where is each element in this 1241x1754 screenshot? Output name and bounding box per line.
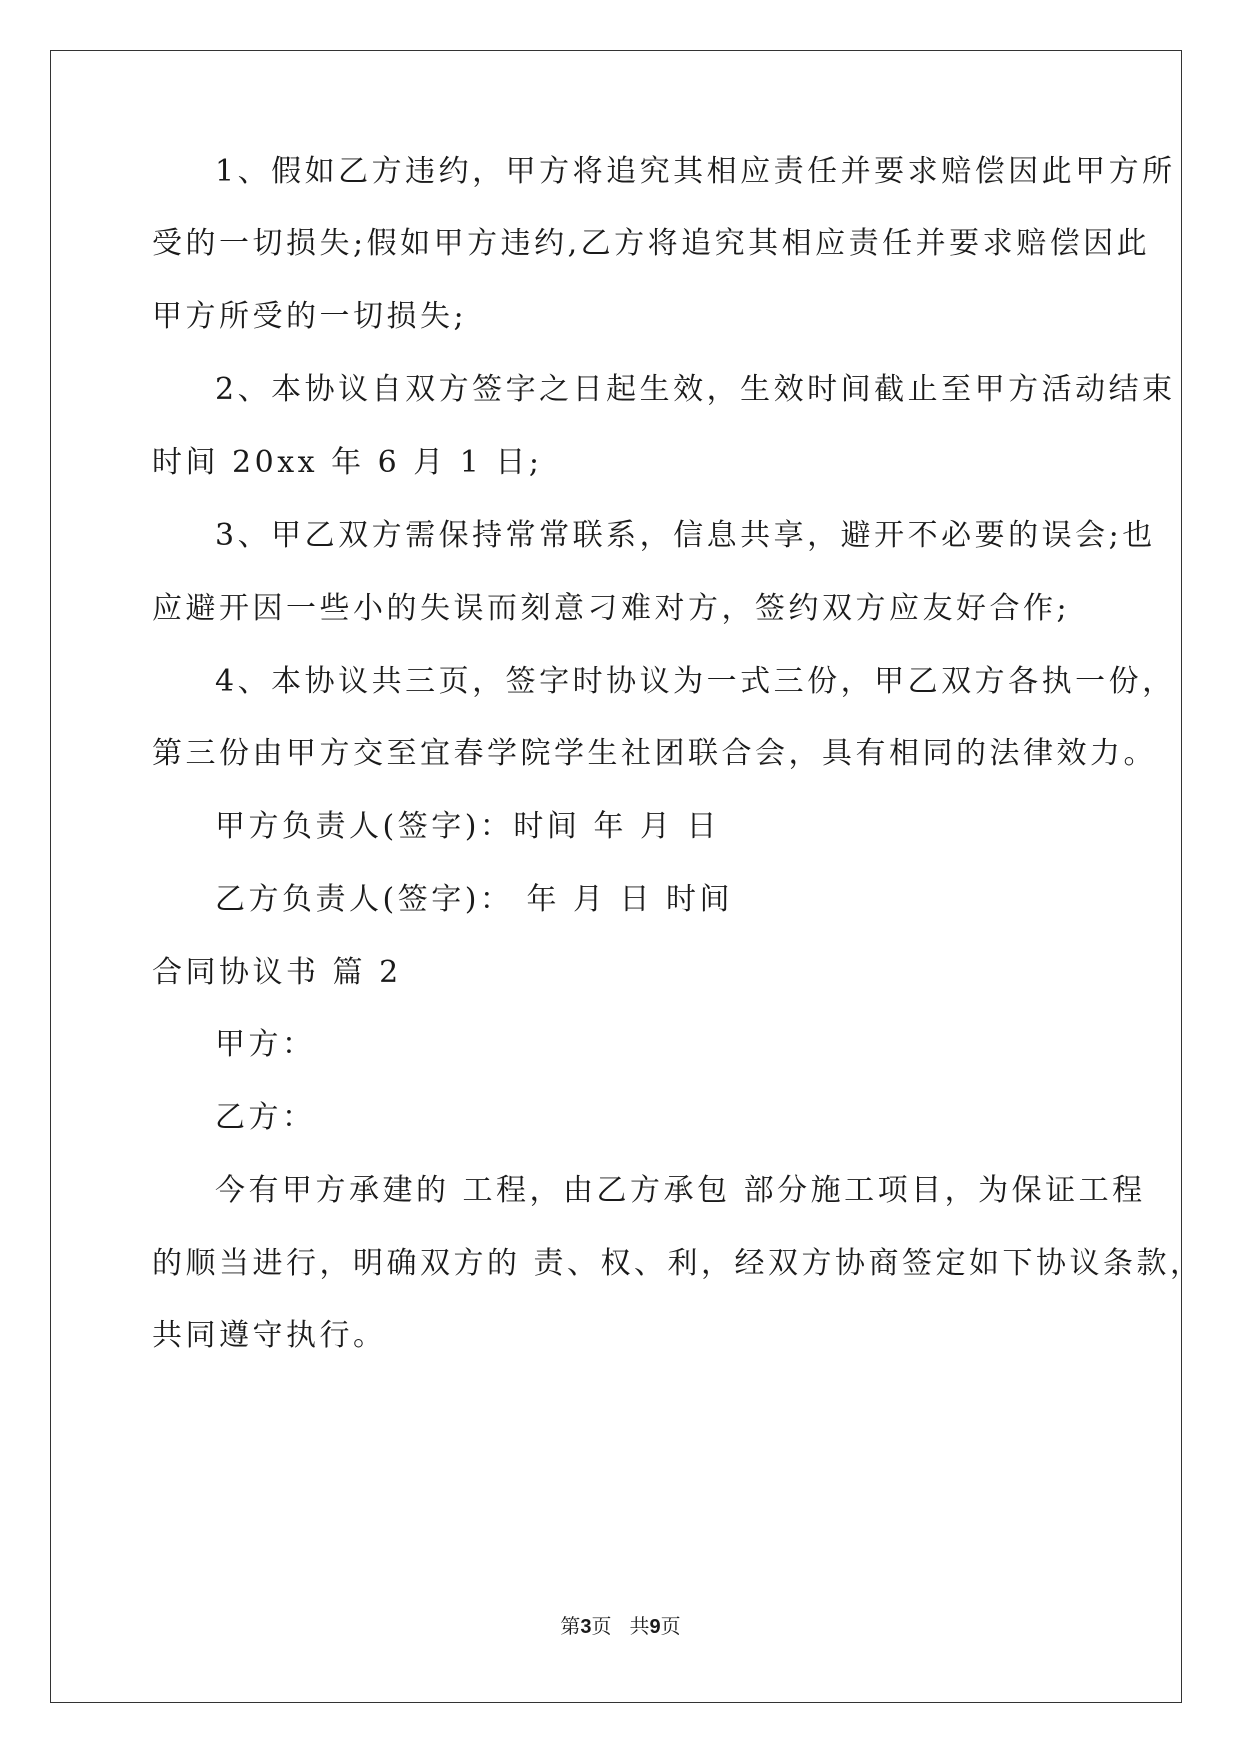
total-pages-number: 9	[649, 1616, 661, 1638]
paragraph-line: 2、本协议自双方签字之日起生效，生效时间截止至甲方活动结束	[215, 372, 1176, 407]
paragraph-line: 甲方所受的一切损失;	[152, 299, 468, 334]
page-footer	[0, 1614, 1241, 1639]
paragraph-line: 的顺当进行，明确双方的 责、权、利，经双方协商签定如下协议条款，	[152, 1246, 1204, 1281]
footer-page-unit: 页	[591, 1614, 612, 1638]
paragraph-line: 应避开因一些小的失误而刻意刁难对方，签约双方应友好合作;	[152, 591, 1071, 626]
current-page-number: 3	[580, 1616, 592, 1638]
section-heading: 合同协议书 篇 2	[152, 955, 402, 990]
paragraph-line: 1、假如乙方违约，甲方将追究其相应责任并要求赔偿因此甲方所	[215, 154, 1176, 189]
footer-total-unit: 页	[660, 1614, 681, 1638]
paragraph-line: 第三份由甲方交至宜春学院学生社团联合会，具有相同的法律效力。	[152, 736, 1157, 771]
footer-prefix: 第	[560, 1614, 581, 1638]
party-a-label: 甲方：	[215, 1027, 316, 1062]
paragraph-line: 4、本协议共三页，签字时协议为一式三份，甲乙双方各执一份，	[215, 664, 1176, 699]
signature-line-party-b: 乙方负责人(签字)： 年 月 日 时间	[215, 882, 734, 917]
signature-line-party-a: 甲方负责人(签字)：时间 年 月 日	[215, 809, 721, 844]
paragraph-line: 共同遵守执行。	[152, 1318, 387, 1353]
paragraph-line: 时间 20xx 年 6 月 1 日;	[152, 445, 543, 480]
paragraph-line: 受的一切损失;假如甲方违约,乙方将追究其相应责任并要求赔偿因此	[152, 226, 1151, 261]
footer-total-prefix: 共	[629, 1614, 650, 1638]
paragraph-line: 今有甲方承建的 工程，由乙方承包 部分施工项目，为保证工程	[215, 1173, 1146, 1208]
paragraph-line: 3、甲乙双方需保持常常联系，信息共享，避开不必要的误会;也	[215, 518, 1156, 553]
party-b-label: 乙方：	[215, 1100, 316, 1135]
